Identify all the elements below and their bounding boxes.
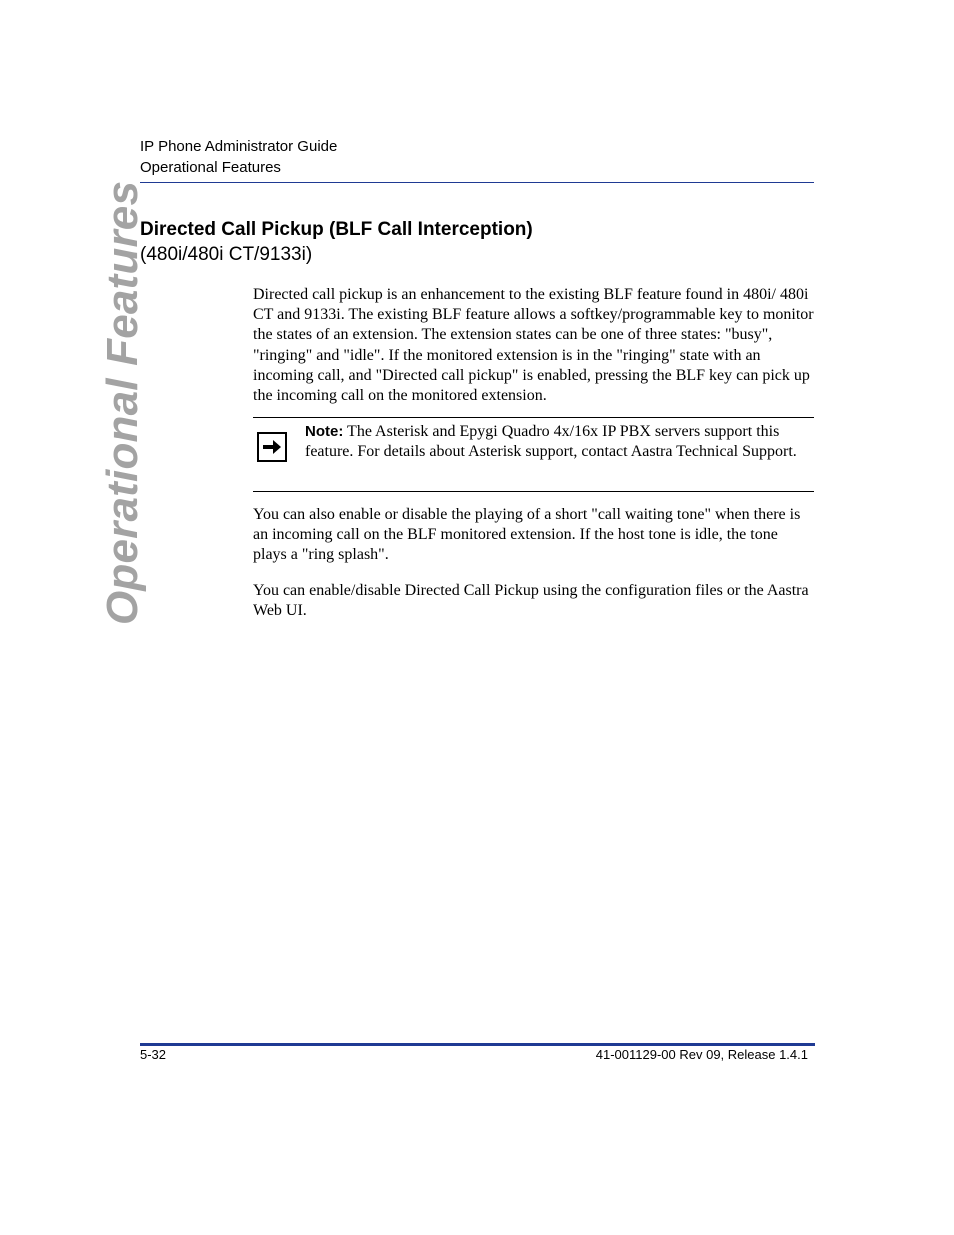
side-tab-label: Operational Features xyxy=(98,180,147,625)
arrow-right-icon xyxy=(257,432,287,462)
paragraph-call-waiting: You can also enable or disable the playing of a short "call waiting tone" when there is an incoming call on the BLF monitored extension. If the host tone is idle, the tone plays a "ring splash". xyxy=(253,506,801,564)
page-number: 5-32 xyxy=(140,1047,167,1062)
note-rule-top xyxy=(253,417,814,418)
document-id: 41-001129-00 Rev 09, Release 1.4.1 xyxy=(595,1047,808,1062)
running-header xyxy=(140,136,337,178)
section-title: Directed Call Pickup (BLF Call Interception) xyxy=(140,219,533,240)
note xyxy=(305,422,815,462)
note-text: The Asterisk and Epygi Quadro 4x/16x IP PBX servers support this feature. For details about Asterisk support, contact Aastra Technical Support. xyxy=(305,423,797,461)
paragraph-intro: Directed call pickup is an enhancement to the existing BLF feature found in 480i/ 480i CT and 9133i. The existing BLF feature allows a softkey/programmable key to monitor the states of an extension. The extension states can be one of three states: "busy", "ringing" and "idle". If the monitored extension is in the "ringing" state with an incoming call, and "Directed call pickup" is enabled, pressing the BLF key can pick up the incoming call on the monitored extension. xyxy=(253,286,814,405)
chapter-title: Operational Features xyxy=(140,159,281,176)
note-rule-bottom xyxy=(253,491,814,492)
footer-rule xyxy=(140,1043,815,1046)
note-label: Note: xyxy=(305,423,344,440)
paragraph-config: You can enable/disable Directed Call Pickup using the configuration files or the Aastra Web UI. xyxy=(253,582,809,620)
header-rule xyxy=(140,182,814,183)
section-models: (480i/480i CT/9133i) xyxy=(140,244,313,265)
guide-title: IP Phone Administrator Guide xyxy=(140,138,338,155)
